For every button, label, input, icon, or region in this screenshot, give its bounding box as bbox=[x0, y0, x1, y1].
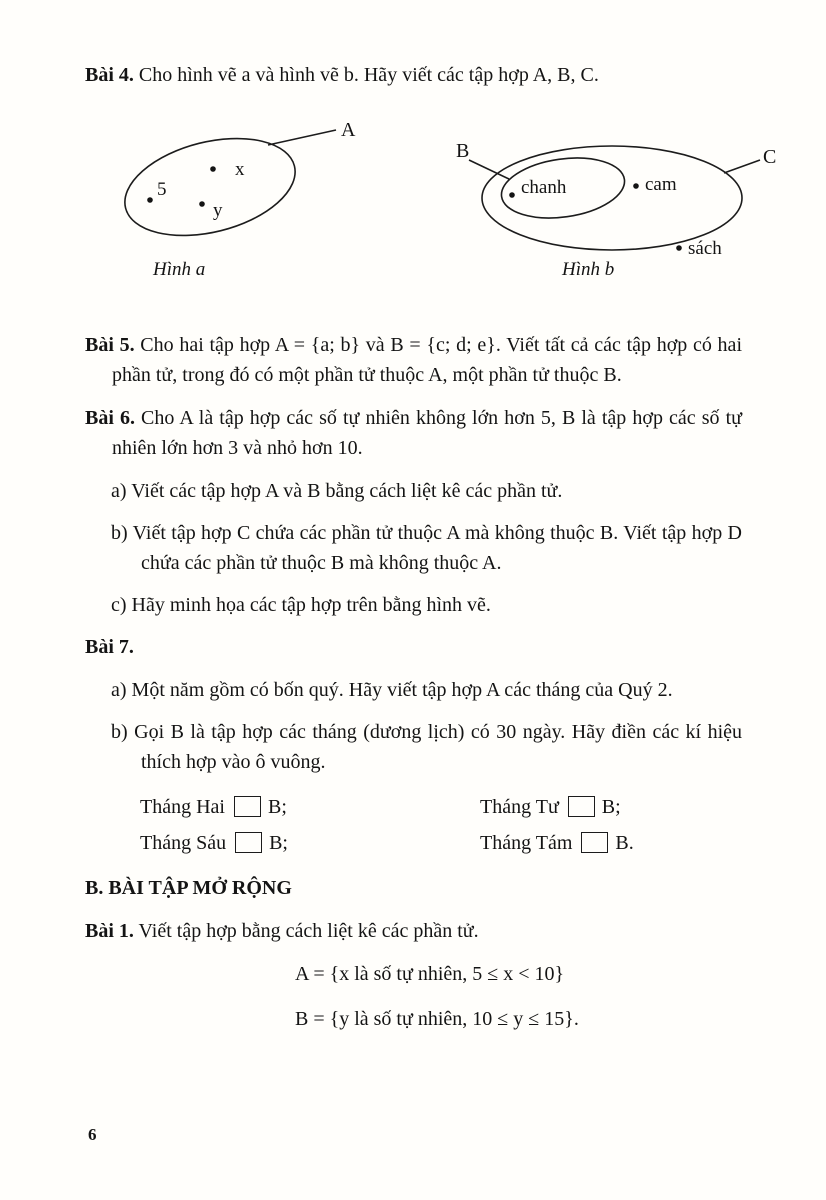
exercise-bai7 bbox=[85, 632, 742, 662]
exercise-bai6-label: Bài 6. bbox=[85, 407, 135, 429]
set-a-label: A bbox=[341, 119, 356, 141]
exercise-b-bai1-text: Viết tập hợp bằng cách liệt kê các phần tử. bbox=[138, 920, 479, 942]
set-definition-a: A = {x là số tự nhiên, 5 ≤ x < 10} bbox=[295, 963, 565, 985]
answer-box bbox=[234, 796, 261, 817]
bai6-item-b bbox=[111, 518, 742, 578]
set-b-label: B bbox=[456, 140, 470, 162]
venn-diagrams bbox=[85, 103, 790, 308]
set-ref: B; bbox=[269, 832, 288, 854]
answer-box bbox=[235, 832, 262, 853]
fill-row-1 bbox=[140, 789, 742, 825]
set-ref: B; bbox=[601, 796, 621, 818]
item-text: Hãy minh họa các tập hợp trên bằng hình vẽ. bbox=[131, 594, 491, 616]
exercise-b-bai1 bbox=[85, 916, 742, 946]
item-text: Viết tập hợp C chứa các phần tử thuộc A mà không thuộc B. Viết tập hợp D chứa các phần tử thuộc B mà không thuộc A. bbox=[132, 522, 743, 574]
item-marker: b) bbox=[111, 721, 128, 743]
exercise-bai7-label: Bài 7. bbox=[85, 636, 134, 658]
exercise-bai4-text: Cho hình vẽ a và hình vẽ b. Hãy viết các tập hợp A, B, C. bbox=[138, 64, 599, 86]
bai6-item-c bbox=[111, 590, 742, 620]
set-a-ellipse bbox=[115, 122, 306, 251]
section-b-heading: B. BÀI TẬP MỞ RỘNG bbox=[85, 877, 292, 899]
point-dot-x bbox=[210, 166, 216, 172]
bai7-item-b bbox=[111, 717, 742, 777]
set-c-pointer-line bbox=[724, 160, 760, 173]
point-label-y: y bbox=[213, 200, 223, 221]
item-marker: b) bbox=[111, 522, 128, 544]
item-text: Viết các tập hợp A và B bằng cách liệt kê các phần tử. bbox=[131, 480, 563, 502]
month-label: Tháng Tư bbox=[480, 796, 559, 818]
exercise-bai5-label: Bài 5. bbox=[85, 334, 135, 356]
fill-entry-thang-sau bbox=[140, 825, 480, 861]
point-dot-5 bbox=[147, 197, 153, 203]
page-number: 6 bbox=[88, 1125, 97, 1144]
item-text: Gọi B là tập hợp các tháng (dương lịch) có 30 ngày. Hãy điền các kí hiệu thích hợp vào ô vuông. bbox=[134, 721, 743, 773]
fill-entry-thang-tam bbox=[480, 825, 634, 861]
figure-hinh-a bbox=[115, 119, 356, 280]
point-label-chanh: chanh bbox=[521, 177, 567, 198]
answer-box bbox=[581, 832, 608, 853]
item-text: Một năm gồm có bốn quý. Hãy viết tập hợp A các tháng của Quý 2. bbox=[131, 679, 673, 701]
caption-hinh-a: Hình a bbox=[153, 259, 206, 280]
set-definition-b: B = {y là số tự nhiên, 10 ≤ y ≤ 15}. bbox=[295, 1008, 579, 1030]
bai7-item-a bbox=[111, 675, 742, 705]
exercise-bai4-label: Bài 4. bbox=[85, 64, 134, 86]
figure-hinh-b bbox=[456, 140, 776, 280]
set-a-pointer-line bbox=[268, 130, 336, 145]
answer-box bbox=[568, 796, 595, 817]
set-ref: B. bbox=[615, 832, 634, 854]
fill-row-2 bbox=[140, 825, 742, 861]
item-marker: a) bbox=[111, 480, 127, 502]
exercise-bai6-text: Cho A là tập hợp các số tự nhiên không lớn hơn 5, B là tập hợp các số tự nhiên lớn hơn 3 và nhỏ hơn 10. bbox=[112, 407, 742, 459]
item-marker: a) bbox=[111, 679, 127, 701]
set-c-ellipse bbox=[482, 146, 742, 250]
exercise-b-bai1-label: Bài 1. bbox=[85, 920, 134, 942]
point-dot-cam bbox=[633, 183, 639, 189]
figure-row bbox=[85, 103, 777, 308]
month-label: Tháng Tám bbox=[480, 832, 573, 854]
exercise-bai5-text: Cho hai tập hợp A = {a; b} và B = {c; d; e}. Viết tất cả các tập hợp có hai phần tử, trong đó có một phần tử thuộc A, một phần tử thuộc B. bbox=[112, 334, 742, 386]
exercise-bai4 bbox=[85, 60, 742, 90]
point-label-sach: sách bbox=[688, 238, 722, 259]
set-c-label: C bbox=[763, 146, 777, 168]
point-label-cam: cam bbox=[645, 174, 677, 195]
point-label-x: x bbox=[235, 159, 245, 180]
bai6-item-a bbox=[111, 476, 742, 506]
month-label: Tháng Sáu bbox=[140, 832, 227, 854]
exercise-bai6 bbox=[85, 403, 742, 463]
exercise-bai5 bbox=[85, 330, 742, 390]
point-dot-chanh bbox=[509, 192, 515, 198]
set-ref: B; bbox=[267, 796, 287, 818]
fill-entry-thang-tu bbox=[480, 789, 621, 825]
month-label: Tháng Hai bbox=[140, 796, 225, 818]
fill-entry-thang-hai bbox=[140, 789, 480, 825]
point-dot-sach bbox=[676, 245, 682, 251]
caption-hinh-b: Hình b bbox=[562, 259, 615, 280]
point-label-5: 5 bbox=[157, 179, 167, 200]
item-marker: c) bbox=[111, 594, 127, 616]
fill-in-the-box-block bbox=[140, 789, 742, 861]
point-dot-y bbox=[199, 201, 205, 207]
